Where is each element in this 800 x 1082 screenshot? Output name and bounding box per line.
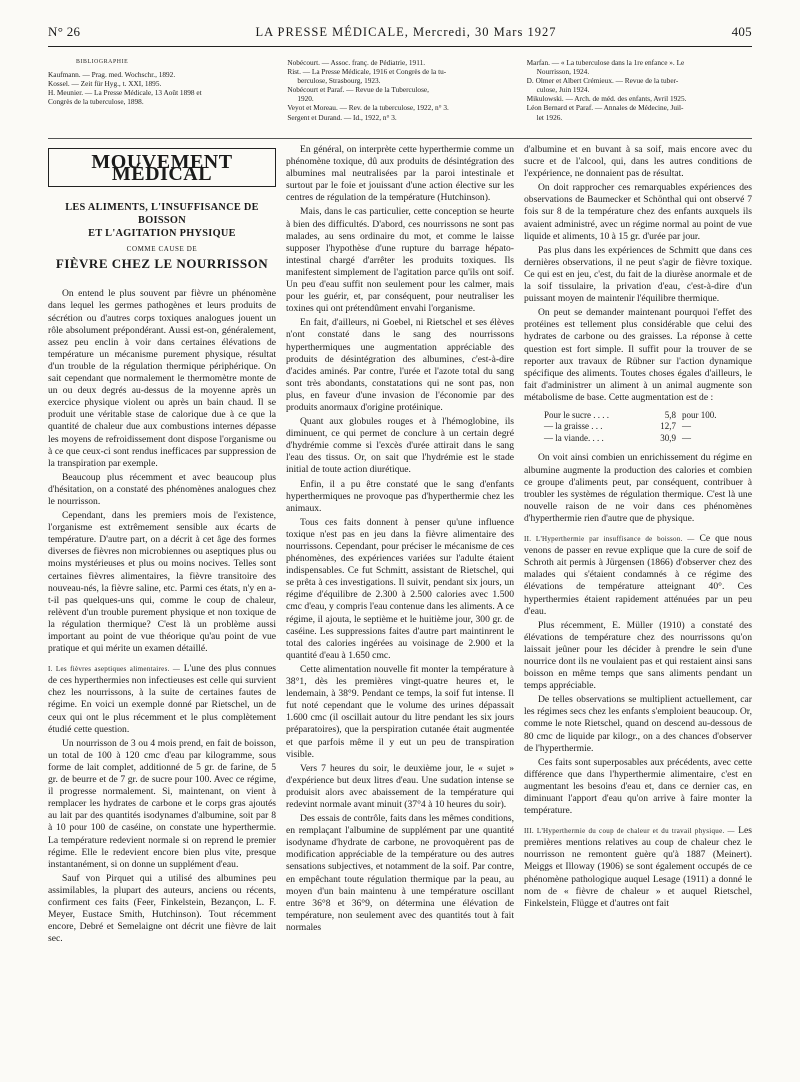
reference-item: Rist. — La Presse Médicale, 1916 et Congrès de la tu-: [287, 67, 447, 77]
reference-item: Mikulowski. — Arch. de méd. des enfants, Avril 1925.: [526, 94, 687, 104]
paragraph: Sauf von Pirquet qui a utilisé des albumines peu assimilables, la plupart des auteurs, anciens ou récents, confirment ces faits (Feer, Finkelstein, Bezançon, L. F. Meyer, Eustace Smith, Hutchinson). Tout récemment encore, Debré et Semelaigne ont décrit une fièvre de lait sec.: [48, 872, 276, 945]
paragraph: Plus récemment, E. Müller (1910) a constaté des élévations de température chez des nourrissons qu'on laissait jeûner pour les décider à prendre le sein d'une nourrice dont ils ne voulaient pas et qui restaient ainsi sans boisson en même temps que sans aliments pendant un temps appréciable.: [524, 619, 752, 692]
reference-item: D. Olmer et Albert Crémieux. — Revue de la tuber-: [526, 76, 679, 86]
table-cell-unit: —: [682, 432, 691, 443]
table-row: [544, 421, 752, 433]
bibliography-column-2: [287, 58, 512, 134]
paragraph: On doit rapprocher ces remarquables expériences des observations de Baumecker et Schönthal qui ont observé 7 fois sur 8 de la température chez des enfants auxquels ils avaient administré, avec un régime normal au point de vue liquide et aliments, 10 à 15 gr. d'urée par jour.: [524, 182, 752, 242]
article-column-2: [286, 144, 514, 1064]
reference-item: Nobécourt et Paraf. — Revue de la Tuberculose,: [287, 85, 429, 95]
article-column-1: [48, 144, 276, 1064]
paragraph: De telles observations se multiplient actuellement, car les régimes secs chez les enfants s'emploient beaucoup. Or, comme le note Rietschel, quand on descend au-dessous de 80 cmc de liquide par kilogr., on a des chances d'observer de l'hyperthermie.: [524, 694, 752, 754]
reference-item: Congrès de la tuberculose, 1898.: [48, 97, 144, 107]
paragraph: En fait, d'ailleurs, ni Goebel, ni Rietschel et ses élèves n'ont constaté dans le sang des nourrissons hyperthermiques une augmentation appréciable des produits de désintégration des albumines, c'est-à-dire d'acides aminés. Par contre, l'urée et l'azote total du sang sont très abondants, constatations qui ne sont pas, non plus, en faveur d'une invasion de l'économie par des produits anormaux d'origine protéinique.: [286, 317, 514, 413]
reference-item: let 1926.: [536, 112, 563, 122]
section-3: [524, 825, 752, 910]
section-1: [48, 663, 276, 736]
section-2-text: Ce que nous venons de passer en revue explique que la cure de soif de Schroth ait permis à Jürgensen (1866) d'observer chez des malades qui s'étaient condamnés à ce régime des élévations de température atteignant 40°. Ces hyperthermies étaient rapidement atténuées par un peu d'eau.: [524, 533, 752, 617]
reference-item: Kaufmann. — Prag. med. Wochschr., 1892.: [48, 70, 176, 80]
reference-item: berculose, Strasbourg, 1923.: [297, 76, 381, 86]
reference-item: Marfan. — « La tuberculose dans la 1re enfance ». Le: [526, 58, 685, 67]
section-rule: [48, 138, 752, 139]
reference-item: Nourrisson, 1924.: [536, 67, 590, 77]
issue-number: N° 26: [48, 24, 81, 39]
table-cell-label: Pour le sucre . . . .: [544, 409, 609, 420]
article-title-line-3: COMME CAUSE DE: [126, 245, 198, 254]
paragraph: On peut se demander maintenant pourquoi l'effet des protéines est tellement plus considérable que celui des hydrates de carbone ou des graisses. La réponse à cette question est fort simple. Il suffit pour la trouver de se reporter aux travaux de Rübner sur l'action dynamique spécifique des aliments. Toutes choses égales d'ailleurs, le fait d'administrer un aliment à un animal augmente son métabolisme de base. Cette augmentation est de :: [524, 307, 752, 403]
table-cell-label: — la graisse . . .: [544, 421, 603, 432]
paragraph: Quant aux globules rouges et à l'hémoglobine, ils diminuent, ce qui permet de conclure à un certain degré d'hydrémie comme si l'excès d'urée attirait dans le sang l'eau des tissus. Or, on sait que l'hydrémie est le stade initial de toute action diurétique.: [286, 416, 514, 476]
reference-item: Veyot et Moreau. — Rev. de la tuberculose, 1922, n° 3.: [287, 103, 449, 113]
paragraph: Pas plus dans les expériences de Schmitt que dans ces dernières observations, il ne peut s'agir de fièvre toxique. Ce qui est en jeu, c'est, du fait de la diurèse anormale et de la soif tissulaire, la privation d'eau, c'est-à-dire d'un puissant moyen de maintenir l'équilibre thermique.: [524, 244, 752, 305]
reference-item: culose, Juin 1924.: [536, 85, 590, 95]
reference-item: Sergent et Durand. — Id., 1922, n° 3.: [287, 112, 397, 122]
table-row: [544, 410, 752, 422]
bibliography-column-3: [527, 58, 752, 134]
table-cell-label: — la viande. . . .: [544, 432, 604, 443]
paragraph: En général, on interprète cette hyperthermie comme un phénomène toxique, dû aux produits de désintégration des albumines mal neutralisées par la paroi intestinale et surtout par le foie et jouissant d'une action élective sur les centres de régulation de la température (Hutchinson).: [286, 144, 514, 204]
reference-item: Nobécourt. — Assoc. franç. de Pédiatrie, 1911.: [287, 58, 426, 67]
bibliography-block: [48, 58, 752, 134]
article-title-line-1: LES ALIMENTS, L'INSUFFISANCE DE BOISSON: [65, 202, 259, 227]
reference-item: Léon Bernard et Paraf. — Annales de Médecine, Juil-: [526, 103, 684, 113]
paragraph: On voit ainsi combien un enrichissement du régime en albumine augmente la production des calories et combien ce groupe d'aliments peut, par conséquent, contribuer à troubler les systèmes de régulation thermique. C'est là une nouvelle raison de ne voir dans ces phénomènes d'hyperthermie rien d'autre que de physique.: [524, 452, 752, 524]
reference-item: Kossel. — Zeit für Hyg., t. XXI, 1895.: [48, 79, 162, 89]
reference-item: H. Meunier. — La Presse Médicale, 13 Août 1898 et: [48, 88, 202, 98]
table-cell-unit: —: [682, 421, 691, 432]
section-2: [524, 533, 752, 618]
table-row: [544, 433, 752, 445]
section-3-text: Les premières mentions relatives au coup de chaleur chez le nourrisson ne remontent guère qu'à 1887 (Meinert). Meiggs et Illoway (1906) se sont également occupés de ce phénomène pathologique auquel Lesage (1911) a donné le nom de « fièvre de chaleur » et auquel Rietschel, Finkelstein, Flügge et d'autres ont fait: [524, 825, 752, 909]
table-cell-value: 5,8: [664, 409, 676, 420]
rubric-title: MOUVEMENT MÉDICAL: [48, 148, 276, 187]
metabolism-table: [544, 410, 752, 445]
article-columns: [48, 144, 752, 1064]
paragraph: Cependant, dans les premiers mois de l'existence, l'organisme est extrêmement sensible aux écarts de température. D'autre part, on a décrit à cet âge des formes diverses de fièvres non microbiennes ou aseptiques plus ou moins mystérieuses et plus ou moins nocives. Telles sont certaines fièvres alimentaires, la fièvre transitoire des nouveau-nés, la fièvre saline, etc. Parmi ces états, n'y en a-t-il pas quelques-uns qui, comme le coup de chaleur, relèvent d'un trouble purement physique et non toxique de la régulation thermique? C'est là un problème aussi important au point de vue théorique qu'au point de vue pratique et qui mérite un examen détaillé.: [48, 510, 276, 655]
paragraph: Ces faits sont superposables aux précédents, avec cette différence que dans l'hyperthermie alimentaire, c'est en augmentant les besoins d'eau et, dans ce dernier cas, en diminuant l'apport d'eau qu'on arrive à faire monter la température.: [524, 756, 752, 817]
reference-item: 1920.: [297, 94, 314, 104]
paragraph: Vers 7 heures du soir, le deuxième jour, le « sujet » d'expérience but deux litres d'eau. Une sudation intense se produisit alors avec abaissement de la température qui redevint normale avant minuit (37°4 à 10 heures du soir).: [286, 762, 514, 810]
section-3-heading: III. L'Hyperthermie du coup de chaleur et du travail physique. —: [524, 827, 735, 836]
bibliography-title: BIBLIOGRAPHIE: [76, 59, 129, 65]
paragraph: Beaucoup plus récemment et avec beaucoup plus d'hésitation, on a constaté des phénomènes analogues chez le nourrisson.: [48, 471, 276, 507]
paragraph: Mais, dans le cas particulier, cette conception se heurte à bien des difficultés. D'abord, ces nourrissons ne sont pas malades, au sens ordinaire du mot, et comme le laisse supposer l'hypothèse d'une rupture du barrage hépato-intestinal chargé d'arrêter les produits toxiques. Ils manifestent simplement de l'agitation parce qu'ils ont soif. Un peu d'eau suffit non seulement pour les calmer, mais pour les guérir, et, par conséquent, pour neutraliser les toxines qui ont prétendûment envahi l'organisme.: [286, 206, 514, 315]
bibliography-column-1: [48, 58, 273, 134]
section-1-heading: I. Les fièvres aseptiques alimentaires. —: [48, 665, 181, 674]
paragraph: On entend le plus souvent par fièvre un phénomène dans lequel les germes pathogènes et leurs produits de sécrétion ou d'autres corps toxiques analogues jouent un rôle absolument prépondérant. Aussi est-on, généralement, assez peu enclin à voir dans certaines élévations de température un mécanisme purement physique, résultat d'un trouble de la régulation thermique périphérique. On sait cependant que normalement le thermomètre monte de un ou deux degrés au-dessus de la moyenne après un exercice physique violent ou après un bain chaud. Il se produit une véritable stase de calorique due à ce que la quantité de chaleur due aux combustions internes dépasse les moyens de refroidissement dont dispose l'organisme ou à ce que ceux-ci sont rendus inefficaces par suppression de la transpiration par exemple.: [48, 288, 276, 469]
paragraph: Tous ces faits donnent à penser qu'une influence toxique n'est pas en jeu dans la fièvre alimentaire des nourrissons. Cependant, pour préciser le mécanisme de ces phénomènes, des expériences variées sur l'adulte étaient indispensables. Ce fut Schmitt, assistant de Rietschel, qui se prêta à ces investigations. Il suivit, pendant six jours, un régime d'équilibre de 2.300 à 2.500 calories avec 1.500 cmc d'eau, y compris l'eau contenue dans les aliments. A ce régime, il ajouta, le septième et le huitième jour, 300 gr. de caséine. Les suppressions faites d'autre part maintinrent le total des calories ingérées au voisinage de 2.900 et la quantité d'eau à 1.650 cmc.: [286, 516, 514, 661]
article-title-line-2: ET L'AGITATION PHYSIQUE: [88, 228, 236, 240]
paragraph: Des essais de contrôle, faits dans les mêmes conditions, en remplaçant l'albumine de supplément par une quantité isodyname d'hydrate de carbone, ne provoquèrent pas de modification appréciable de la température ou des autres sensations subjectives, et notamment de la soif. Par contre, en empêchant toute régulation thermique par la peau, au moyen d'un bain maintenu à une température oscillant entre 36°8 et 36°9, on détermina une élévation de température, non seulement avec des quantités tout à fait normales: [286, 813, 514, 933]
table-cell-value: 30,9: [660, 432, 676, 443]
article-title-line-4: FIÈVRE CHEZ LE NOURRISSON: [55, 256, 269, 272]
paragraph: Cette alimentation nouvelle fit monter la température à 38°1, dès les premières vingt-quatre heures et, le lendemain, à 38°9. Pendant ce temps, la soif fut intense. Il fut noté cependant que le volume des urines dépassait 1.600 cmc (il oscillait autour du litre pendant les six jours préparatoires), que la perspiration cutanée était augmentée et que parfois même il y eut un peu de transpiration visible.: [286, 663, 514, 760]
article-column-3: [524, 144, 752, 1064]
table-cell-value: 12,7: [660, 421, 676, 432]
journal-title-date: LA PRESSE MÉDICALE, Mercredi, 30 Mars 1927: [255, 25, 557, 39]
section-2-heading: II. L'Hyperthermie par insuffisance de boisson. —: [524, 535, 695, 544]
paragraph: Enfin, il a pu être constaté que le sang d'enfants hyperthermiques ne provoque pas d'hyperthermie chez les animaux.: [286, 478, 514, 514]
paragraph: d'albumine et en buvant à sa soif, mais encore avec du sucre et de l'alcool, qui, dans les autres conditions de l'expérience, ne donnaient pas de résultat.: [524, 144, 752, 180]
page-number: 405: [731, 24, 752, 39]
table-cell-unit: pour 100.: [682, 409, 717, 420]
header-rule: [48, 46, 752, 47]
running-header: [48, 24, 752, 42]
paragraph: Un nourrisson de 3 ou 4 mois prend, en fait de boisson, un total de 100 à 120 cmc d'eau par kilogramme, sous forme de lait complet, additionné de 5 gr. de farine, de 5 gr. de beurre et de 7 gr. de sucre pour 100. Avec ce régime, il progresse normalement. Si, maintenant, on vient à remplacer les hydrates de carbone et le corps gras ajoutés au lait par des quantités isodynames d'albumine, soit par 8 à 10 pour 100 de caséine, on constate une hyperthermie. La température redevient normale si on reprend le premier régime. Elle le redevient encore bien plus vite, presque instantanément, si on donne un supplément d'eau.: [48, 737, 276, 870]
section-1-text: L'une des plus connues de ces hyperthermies non infectieuses est celle qui survient chez les nourrissons, à la suite de certaines fautes de régime. En voici un exemple donné par Rietschel, un de ceux qui ont le plus récemment et le plus complètement étudié cette question.: [48, 663, 276, 735]
